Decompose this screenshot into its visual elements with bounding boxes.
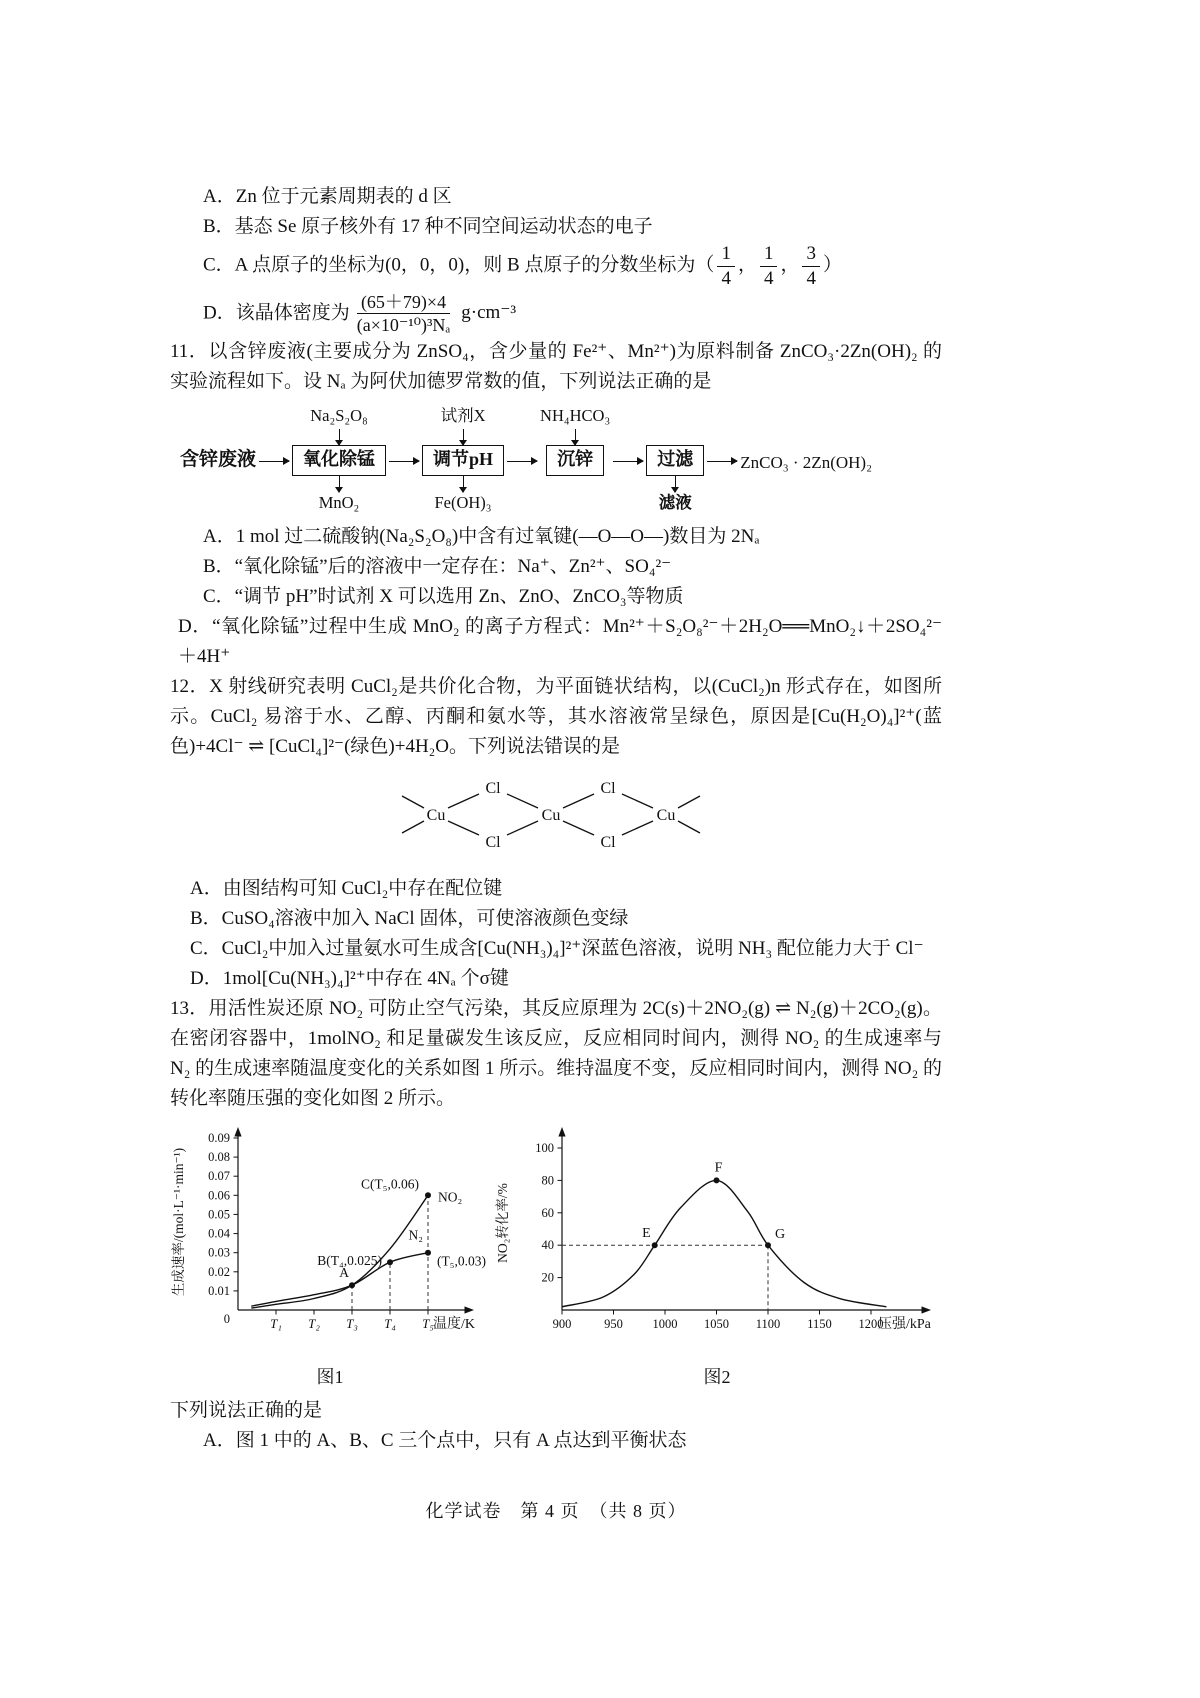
figure1-rate-vs-temperature-chart <box>170 1120 490 1352</box>
flow-output-label: MnO₂ <box>318 492 360 512</box>
svg-text:60: 60 <box>541 1205 554 1220</box>
cu-atom-label: Cu <box>426 806 446 824</box>
svg-text:NO₂: NO₂ <box>438 1188 463 1204</box>
svg-text:100: 100 <box>535 1140 554 1155</box>
separator: ， <box>737 254 757 276</box>
svg-text:压强/kPa: 压强/kPa <box>878 1316 931 1332</box>
svg-text:T₄: T₄ <box>384 1315 396 1331</box>
svg-text:E: E <box>642 1225 651 1241</box>
svg-text:温度/K: 温度/K <box>433 1316 475 1332</box>
svg-text:0.02: 0.02 <box>208 1264 230 1279</box>
svg-text:生成速率/(mol·L⁻¹·min⁻¹): 生成速率/(mol·L⁻¹·min⁻¹) <box>171 1147 186 1296</box>
q12-question-text: 12．X 射线研究表明 CuCl₂是共价化合物，为平面链状结构，以(CuCl₂)n 形式存在，如图所示。CuCl₂ 易溶于水、乙醇、丙酮和氨水等，其水溶液常呈绿色，原因是[Cu(H₂O)₄]²⁺(蓝色)+4Cl⁻ ⇌ [CuCl₄]²⁻(绿色)+4H₂O。下列说法错误的是 <box>170 675 942 757</box>
figure2-conversion-vs-pressure-chart <box>492 1120 942 1352</box>
right-arrow-icon <box>507 461 537 462</box>
right-arrow-icon <box>389 461 419 462</box>
fraction-numerator: 3 <box>802 242 820 267</box>
q11-flow-diagram <box>180 405 942 516</box>
q13-question-text: 13．用活性炭还原 NO₂ 可防止空气污染，其反应原理为 2C(s)＋2NO₂(g) ⇌ N₂(g)＋2CO₂(g)。在密闭容器中，1molNO₂ 和足量碳发生该反应，反应相同时间内，测得 NO₂ 的生成速率与 N₂ 的生成速率随温度变化的关系如图 1 所示。维持温度不变，反应相同时间内，测得 NO₂ 的转化率随压强的变化如图 2 所示。 <box>170 997 942 1109</box>
q10-option-b: B．基态 Se 原子核外有 17 种不同空间运动状态的电子 <box>203 216 653 237</box>
svg-text:1050: 1050 <box>704 1316 729 1331</box>
figure1-wrap <box>170 1120 490 1392</box>
figure1-caption: 图1 <box>316 1366 344 1387</box>
cl-atom-label: Cl <box>485 833 501 851</box>
svg-text:1150: 1150 <box>807 1316 832 1331</box>
fraction <box>760 242 778 291</box>
svg-text:0.06: 0.06 <box>208 1187 230 1202</box>
q10-option-d <box>170 291 942 337</box>
svg-text:0.08: 0.08 <box>208 1149 230 1164</box>
svg-text:0.03: 0.03 <box>208 1245 230 1260</box>
svg-text:C(T₅,0.06): C(T₅,0.06) <box>361 1175 419 1191</box>
page-content <box>170 182 942 1526</box>
svg-text:0.09: 0.09 <box>208 1130 230 1145</box>
right-arrow-icon <box>707 461 737 462</box>
cl-atom-label: Cl <box>485 779 501 797</box>
svg-text:20: 20 <box>541 1270 554 1285</box>
flow-stage-oxidize-mn <box>292 405 386 516</box>
figure2-caption: 图2 <box>703 1366 731 1387</box>
q10-option-c-close: ） <box>822 254 842 276</box>
fraction-denominator: 4 <box>806 267 816 289</box>
svg-text:900: 900 <box>552 1316 572 1331</box>
svg-text:T₂: T₂ <box>308 1315 320 1331</box>
page-footer: 化学试卷 第 4 页 （共 8 页） <box>425 1500 687 1521</box>
flow-step-box: 过滤 <box>646 445 704 476</box>
down-arrow-icon <box>339 476 340 492</box>
svg-text:T₁: T₁ <box>270 1315 282 1331</box>
flow-stage-filter <box>646 405 704 516</box>
right-arrow-icon <box>613 461 643 462</box>
flow-step-box: 沉锌 <box>546 445 604 476</box>
cucl2-chain-structure-diagram <box>386 766 726 862</box>
q11-option-c: C．“调节 pH”时试剂 X 可以选用 Zn、ZnO、ZnCO₃等物质 <box>203 585 684 607</box>
svg-text:B(T₄,0.025): B(T₄,0.025) <box>317 1252 382 1268</box>
q13-followup-text: 下列说法正确的是 <box>170 1399 323 1421</box>
svg-text:0: 0 <box>223 1311 230 1326</box>
fraction-denominator: 4 <box>763 267 774 289</box>
cl-atom-label: Cl <box>600 779 616 797</box>
svg-text:T₅: T₅ <box>422 1315 434 1331</box>
svg-text:950: 950 <box>604 1316 623 1331</box>
q12-option-c: C．CuCl₂中加入过量氨水可生成含[Cu(NH₃)₄]²⁺深蓝色溶液，说明 NH₃ 配位能力大于 Cl⁻ <box>190 937 924 959</box>
q12-option-a: A．由图结构可知 CuCl₂中存在配位键 <box>190 877 503 899</box>
flow-step-box: 氧化除锰 <box>292 445 386 476</box>
flow-input-label: 含锌废液 <box>180 448 257 470</box>
fraction <box>802 242 820 291</box>
svg-text:N₂: N₂ <box>408 1227 423 1243</box>
down-arrow-icon <box>675 476 676 492</box>
cu-atom-label: Cu <box>541 806 561 824</box>
svg-text:A: A <box>339 1264 349 1280</box>
svg-text:NO₂转化率/%: NO₂转化率/% <box>495 1182 510 1263</box>
q12-option-b: B．CuSO₄溶液中加入 NaCl 固体，可使溶液颜色变绿 <box>190 907 629 929</box>
svg-text:1000: 1000 <box>652 1316 678 1331</box>
svg-text:40: 40 <box>541 1237 554 1252</box>
svg-text:1100: 1100 <box>755 1316 781 1331</box>
down-arrow-icon <box>339 429 340 445</box>
fraction-denominator: 4 <box>721 267 731 289</box>
fraction-numerator: 1 <box>717 242 735 267</box>
q10-option-c-text: C．A 点原子的坐标为(0，0，0)，则 B 点原子的分数坐标为（ <box>203 254 715 276</box>
q12-option-d: D．1mol[Cu(NH₃)₄]²⁺中存在 4Nₐ 个σ键 <box>190 967 509 989</box>
q13-option-a: A．图 1 中的 A、B、C 三个点中，只有 A 点达到平衡状态 <box>203 1429 687 1451</box>
down-arrow-icon <box>463 429 464 445</box>
q11-question-text: 11．以含锌废液(主要成分为 ZnSO₄，含少量的 Fe²⁺、Mn²⁺)为原料制备 ZnCO₃·2Zn(OH)₂ 的实验流程如下。设 Nₐ 为阿伏加德罗常数的值，下列说法正确的是 <box>170 340 942 392</box>
q11-option-a: A．1 mol 过二硫酸钠(Na₂S₂O₈)中含有过氧键(—O—O—)数目为 2Nₐ <box>203 525 760 547</box>
svg-text:(T₅,0.03): (T₅,0.03) <box>437 1253 486 1269</box>
down-arrow-icon <box>575 429 576 445</box>
svg-text:0.05: 0.05 <box>208 1206 230 1221</box>
q13-figures <box>170 1120 942 1392</box>
down-arrow-icon <box>463 476 464 492</box>
flow-reagent-label: 试剂X <box>440 405 486 425</box>
svg-text:G: G <box>775 1226 786 1242</box>
q12-structure-figure <box>170 766 942 872</box>
flow-stage-adjust-ph <box>422 405 504 516</box>
fraction <box>717 242 735 291</box>
svg-text:F: F <box>714 1159 723 1175</box>
flow-filtrate-label: 滤液 <box>658 492 692 512</box>
right-arrow-icon <box>259 461 289 462</box>
svg-text:0.07: 0.07 <box>208 1168 230 1183</box>
fraction-numerator: (65＋79)×4 <box>357 291 450 315</box>
svg-text:0.01: 0.01 <box>208 1283 230 1298</box>
cu-atom-label: Cu <box>656 806 676 824</box>
fraction-denominator: (a×10⁻¹⁰)³Nₐ <box>356 315 451 335</box>
flow-stage-precipitate-zn <box>540 405 610 516</box>
flow-reagent-label: Na₂S₂O₈ <box>310 405 368 425</box>
flow-step-box: 调节pH <box>422 445 504 476</box>
figure2-wrap <box>492 1120 942 1392</box>
svg-text:1200: 1200 <box>858 1316 884 1331</box>
density-unit: g·cm⁻³ <box>461 301 517 323</box>
flow-output-label: Fe(OH)₃ <box>434 492 492 512</box>
q11-option-d: D．“氧化除锰”过程中生成 MnO₂ 的离子方程式：Mn²⁺＋S₂O₈²⁻＋2H₂O══MnO₂↓＋2SO₄²⁻＋4H⁺ <box>178 615 942 667</box>
svg-text:T₃: T₃ <box>346 1315 358 1331</box>
separator: ， <box>780 254 800 276</box>
q11-option-b: B．“氧化除锰”后的溶液中一定存在：Na⁺、Zn²⁺、SO₄²⁻ <box>203 555 672 577</box>
flow-product-label: ZnCO₃ · 2Zn(OH)₂ <box>740 452 872 472</box>
svg-text:80: 80 <box>541 1172 554 1187</box>
fraction-numerator: 1 <box>760 242 778 267</box>
q10-option-d-text: D．该晶体密度为 <box>203 301 350 323</box>
q10-option-c <box>170 242 942 291</box>
flow-reagent-label: NH₄HCO₃ <box>540 405 611 425</box>
svg-text:0.04: 0.04 <box>208 1226 230 1241</box>
q10-option-a: A．Zn 位于元素周期表的 d 区 <box>203 186 452 207</box>
density-fraction <box>353 291 455 337</box>
cl-atom-label: Cl <box>600 833 616 851</box>
